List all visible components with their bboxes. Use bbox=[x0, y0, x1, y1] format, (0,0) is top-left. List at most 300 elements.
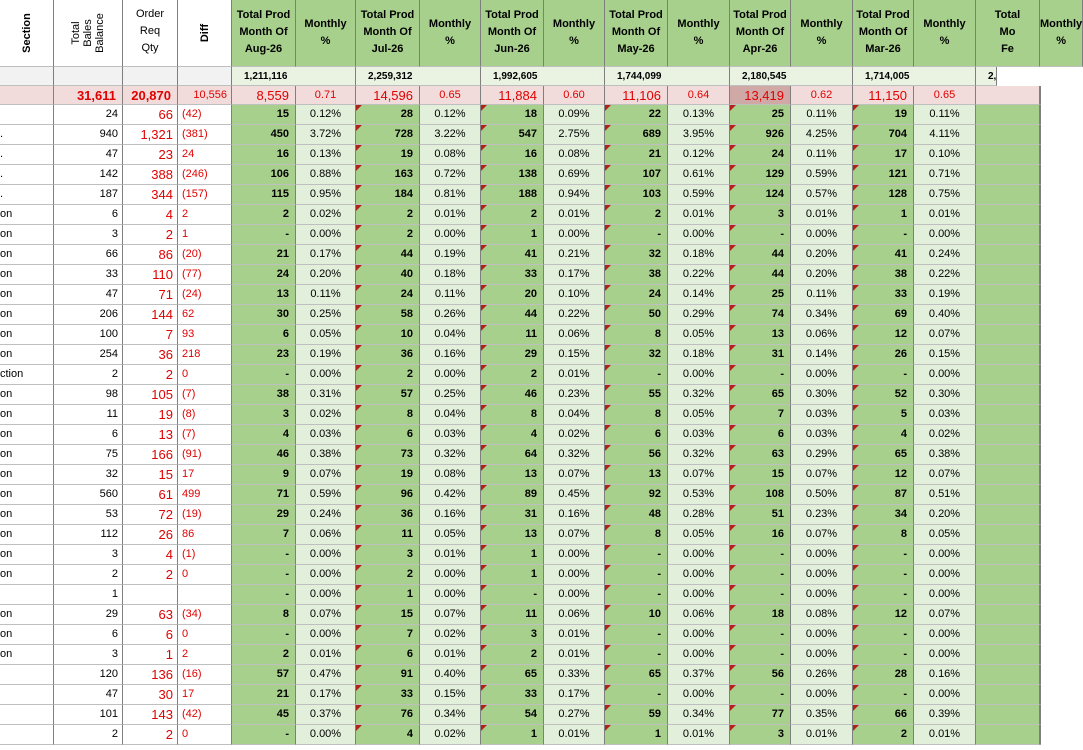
month-prod-cell[interactable]: 34 bbox=[853, 505, 914, 525]
month-pct-cell[interactable]: 0.06% bbox=[668, 605, 730, 625]
month-pct-cell[interactable]: 0.17% bbox=[296, 685, 356, 705]
month-total-prod[interactable]: 1,992,605 bbox=[481, 67, 605, 86]
month-prod-cell[interactable]: 46 bbox=[481, 385, 544, 405]
month-pct-cell[interactable]: 0.30% bbox=[791, 385, 853, 405]
month-prod-cell[interactable]: 96 bbox=[356, 485, 420, 505]
month-pct-cell[interactable]: 0.05% bbox=[668, 405, 730, 425]
month-pct-cell[interactable] bbox=[1040, 365, 1041, 385]
bales-cell[interactable]: 29 bbox=[54, 605, 123, 625]
month-prod-cell[interactable]: 7 bbox=[232, 525, 296, 545]
month-pct-cell[interactable]: 0.57% bbox=[791, 185, 853, 205]
month-pct-cell[interactable]: 0.00% bbox=[791, 545, 853, 565]
header-total-prod-month[interactable] bbox=[853, 0, 914, 67]
month-prod-cell[interactable]: 50 bbox=[605, 305, 668, 325]
month-prod-cell[interactable]: 38 bbox=[853, 265, 914, 285]
blank-total-cell[interactable] bbox=[0, 67, 54, 86]
month-pct-cell[interactable]: 0.11% bbox=[914, 105, 976, 125]
month-prod-cell[interactable]: 6 bbox=[730, 425, 791, 445]
month-pct-cell[interactable]: 0.02% bbox=[420, 625, 481, 645]
month-prod-cell[interactable]: - bbox=[730, 565, 791, 585]
month-pct-cell[interactable]: 0.00% bbox=[296, 585, 356, 605]
month-prod-cell[interactable]: 33 bbox=[481, 265, 544, 285]
month-pct-cell[interactable]: 0.59% bbox=[791, 165, 853, 185]
month-prod-cell[interactable]: 8 bbox=[481, 405, 544, 425]
month-prod-cell[interactable]: 9 bbox=[232, 465, 296, 485]
header-total-prod-month[interactable] bbox=[605, 0, 668, 67]
bales-cell[interactable]: 3 bbox=[54, 225, 123, 245]
month-pct-cell[interactable] bbox=[1040, 445, 1041, 465]
month-prod-cell[interactable]: - bbox=[853, 585, 914, 605]
month-pct-cell[interactable] bbox=[1040, 485, 1041, 505]
month-pct-cell[interactable]: 0.27% bbox=[544, 705, 605, 725]
month-pct-cell[interactable]: 0.02% bbox=[296, 205, 356, 225]
month-prod-cell[interactable]: 59 bbox=[605, 705, 668, 725]
month-prod-cell[interactable]: 73 bbox=[356, 445, 420, 465]
month-pct-cell[interactable]: 0.22% bbox=[668, 265, 730, 285]
diff-cell[interactable]: 499 bbox=[178, 485, 232, 505]
month-pct-cell[interactable]: 0.01% bbox=[420, 205, 481, 225]
month-pct-cell[interactable] bbox=[1040, 225, 1041, 245]
month-pct-cell[interactable] bbox=[1040, 125, 1041, 145]
bales-cell[interactable]: 32 bbox=[54, 465, 123, 485]
bales-cell[interactable]: 47 bbox=[54, 145, 123, 165]
month-prod-cell[interactable]: - bbox=[605, 685, 668, 705]
header-total-prod-month[interactable] bbox=[481, 0, 544, 67]
month-pct-cell[interactable]: 0.16% bbox=[914, 665, 976, 685]
month-pct-cell[interactable]: 0.20% bbox=[791, 265, 853, 285]
month-pct-cell[interactable]: 0.22% bbox=[544, 305, 605, 325]
blank-total-cell[interactable] bbox=[54, 67, 123, 86]
header-section[interactable] bbox=[0, 0, 54, 67]
section-cell[interactable] bbox=[0, 585, 54, 605]
month-prod-cell[interactable]: 21 bbox=[232, 245, 296, 265]
month-prod-cell[interactable]: 106 bbox=[232, 165, 296, 185]
section-cell[interactable]: on bbox=[0, 625, 54, 645]
section-cell[interactable]: on bbox=[0, 485, 54, 505]
month-pct-cell[interactable]: 0.03% bbox=[791, 425, 853, 445]
month-pct-cell[interactable]: 0.75% bbox=[914, 185, 976, 205]
bales-cell[interactable]: 112 bbox=[54, 525, 123, 545]
month-pct-cell[interactable]: 0.00% bbox=[914, 585, 976, 605]
month-prod-cell[interactable]: 704 bbox=[853, 125, 914, 145]
diff-cell[interactable]: (1) bbox=[178, 545, 232, 565]
month-pct-cell[interactable]: 0.51% bbox=[914, 485, 976, 505]
month-pct-cell[interactable]: 3.95% bbox=[668, 125, 730, 145]
month-prod-cell[interactable]: 4 bbox=[356, 725, 420, 745]
month-prod-cell[interactable]: - bbox=[730, 625, 791, 645]
summary-month-prod[interactable]: 8,559 bbox=[232, 86, 296, 105]
month-pct-cell[interactable]: 0.01% bbox=[544, 725, 605, 745]
month-prod-cell[interactable]: 15 bbox=[356, 605, 420, 625]
month-pct-cell[interactable]: 0.07% bbox=[914, 605, 976, 625]
section-cell[interactable]: . bbox=[0, 185, 54, 205]
month-pct-cell[interactable]: 0.05% bbox=[296, 325, 356, 345]
month-pct-cell[interactable]: 0.45% bbox=[544, 485, 605, 505]
month-pct-cell[interactable]: 0.03% bbox=[668, 425, 730, 445]
section-cell[interactable]: on bbox=[0, 525, 54, 545]
month-pct-cell[interactable]: 0.07% bbox=[914, 325, 976, 345]
month-prod-cell[interactable]: 11 bbox=[356, 525, 420, 545]
month-prod-cell[interactable]: 2 bbox=[481, 645, 544, 665]
summary-month-pct[interactable]: 0.62 bbox=[791, 86, 853, 105]
month-pct-cell[interactable]: 0.23% bbox=[544, 385, 605, 405]
month-pct-cell[interactable] bbox=[1040, 245, 1041, 265]
month-prod-cell[interactable]: 2 bbox=[356, 205, 420, 225]
bales-cell[interactable]: 2 bbox=[54, 725, 123, 745]
bales-cell[interactable]: 254 bbox=[54, 345, 123, 365]
section-cell[interactable]: on bbox=[0, 505, 54, 525]
month-prod-cell[interactable]: - bbox=[605, 565, 668, 585]
month-pct-cell[interactable]: 0.35% bbox=[791, 705, 853, 725]
month-prod-cell[interactable]: - bbox=[730, 585, 791, 605]
month-pct-cell[interactable] bbox=[1040, 305, 1041, 325]
month-prod-cell[interactable]: 12 bbox=[853, 605, 914, 625]
order-cell[interactable]: 2 bbox=[123, 365, 178, 385]
month-prod-cell[interactable]: 55 bbox=[605, 385, 668, 405]
month-pct-cell[interactable]: 0.08% bbox=[544, 145, 605, 165]
month-pct-cell[interactable]: 0.01% bbox=[544, 365, 605, 385]
month-pct-cell[interactable] bbox=[1040, 665, 1041, 685]
month-prod-cell[interactable]: 3 bbox=[481, 625, 544, 645]
month-pct-cell[interactable] bbox=[1040, 105, 1041, 125]
month-prod-cell[interactable] bbox=[976, 645, 1040, 665]
month-prod-cell[interactable]: - bbox=[853, 545, 914, 565]
month-pct-cell[interactable]: 0.15% bbox=[914, 345, 976, 365]
diff-cell[interactable]: 62 bbox=[178, 305, 232, 325]
bales-cell[interactable]: 2 bbox=[54, 565, 123, 585]
diff-cell[interactable]: 0 bbox=[178, 725, 232, 745]
month-pct-cell[interactable]: 0.34% bbox=[668, 705, 730, 725]
month-prod-cell[interactable]: 103 bbox=[605, 185, 668, 205]
month-pct-cell[interactable]: 0.07% bbox=[296, 605, 356, 625]
month-prod-cell[interactable]: 91 bbox=[356, 665, 420, 685]
order-cell[interactable]: 72 bbox=[123, 505, 178, 525]
bales-cell[interactable]: 3 bbox=[54, 545, 123, 565]
month-pct-cell[interactable]: 0.02% bbox=[914, 425, 976, 445]
month-pct-cell[interactable]: 0.01% bbox=[914, 725, 976, 745]
bales-cell[interactable]: 24 bbox=[54, 105, 123, 125]
month-prod-cell[interactable]: 25 bbox=[730, 285, 791, 305]
month-prod-cell[interactable]: 23 bbox=[232, 345, 296, 365]
month-pct-cell[interactable] bbox=[1040, 165, 1041, 185]
order-cell[interactable]: 23 bbox=[123, 145, 178, 165]
diff-cell[interactable]: 1 bbox=[178, 225, 232, 245]
summary-month-pct[interactable]: 0.64 bbox=[668, 86, 730, 105]
month-prod-cell[interactable]: - bbox=[605, 545, 668, 565]
month-prod-cell[interactable] bbox=[976, 365, 1040, 385]
month-prod-cell[interactable]: 48 bbox=[605, 505, 668, 525]
month-pct-cell[interactable]: 0.02% bbox=[296, 405, 356, 425]
header-order-req-qty[interactable] bbox=[123, 0, 178, 67]
month-pct-cell[interactable] bbox=[1040, 465, 1041, 485]
month-pct-cell[interactable]: 0.03% bbox=[791, 405, 853, 425]
month-pct-cell[interactable]: 3.22% bbox=[420, 125, 481, 145]
section-cell[interactable] bbox=[0, 665, 54, 685]
month-pct-cell[interactable]: 0.00% bbox=[668, 365, 730, 385]
month-prod-cell[interactable] bbox=[976, 665, 1040, 685]
month-prod-cell[interactable]: 18 bbox=[730, 605, 791, 625]
bales-cell[interactable]: 2 bbox=[54, 365, 123, 385]
month-prod-cell[interactable]: 2 bbox=[481, 205, 544, 225]
month-pct-cell[interactable]: 0.00% bbox=[914, 545, 976, 565]
month-pct-cell[interactable]: 0.01% bbox=[296, 645, 356, 665]
month-prod-cell[interactable]: 32 bbox=[605, 345, 668, 365]
month-prod-cell[interactable]: 689 bbox=[605, 125, 668, 145]
month-pct-cell[interactable]: 0.04% bbox=[544, 405, 605, 425]
month-pct-cell[interactable]: 0.00% bbox=[668, 625, 730, 645]
diff-cell[interactable]: (77) bbox=[178, 265, 232, 285]
month-pct-cell[interactable]: 0.01% bbox=[420, 545, 481, 565]
month-pct-cell[interactable]: 4.25% bbox=[791, 125, 853, 145]
month-pct-cell[interactable]: 0.32% bbox=[544, 445, 605, 465]
month-prod-cell[interactable]: 29 bbox=[232, 505, 296, 525]
month-pct-cell[interactable]: 0.72% bbox=[420, 165, 481, 185]
month-prod-cell[interactable]: 8 bbox=[605, 405, 668, 425]
month-pct-cell[interactable]: 0.18% bbox=[420, 265, 481, 285]
month-pct-cell[interactable]: 0.01% bbox=[914, 205, 976, 225]
month-pct-cell[interactable]: 0.20% bbox=[914, 505, 976, 525]
month-pct-cell[interactable]: 0.07% bbox=[791, 525, 853, 545]
order-cell[interactable]: 13 bbox=[123, 425, 178, 445]
diff-cell[interactable]: (246) bbox=[178, 165, 232, 185]
section-cell[interactable]: . bbox=[0, 165, 54, 185]
month-prod-cell[interactable]: 74 bbox=[730, 305, 791, 325]
section-cell[interactable] bbox=[0, 685, 54, 705]
month-prod-cell[interactable]: 13 bbox=[232, 285, 296, 305]
section-cell[interactable]: on bbox=[0, 265, 54, 285]
summary-month-pct[interactable] bbox=[1040, 86, 1041, 105]
month-prod-cell[interactable]: 926 bbox=[730, 125, 791, 145]
bales-cell[interactable]: 6 bbox=[54, 205, 123, 225]
bales-cell[interactable]: 1 bbox=[54, 585, 123, 605]
month-pct-cell[interactable]: 0.26% bbox=[420, 305, 481, 325]
month-prod-cell[interactable]: 3 bbox=[730, 205, 791, 225]
month-pct-cell[interactable]: 0.47% bbox=[296, 665, 356, 685]
month-pct-cell[interactable] bbox=[1040, 325, 1041, 345]
header-monthly-pct[interactable] bbox=[1040, 0, 1083, 67]
month-prod-cell[interactable]: 15 bbox=[232, 105, 296, 125]
month-prod-cell[interactable] bbox=[976, 345, 1040, 365]
month-pct-cell[interactable]: 0.38% bbox=[296, 445, 356, 465]
month-prod-cell[interactable]: 63 bbox=[730, 445, 791, 465]
summary-bales[interactable]: 31,611 bbox=[54, 86, 123, 105]
header-diff[interactable] bbox=[178, 0, 232, 67]
diff-cell[interactable]: 24 bbox=[178, 145, 232, 165]
month-pct-cell[interactable]: 0.37% bbox=[296, 705, 356, 725]
diff-cell[interactable]: (42) bbox=[178, 705, 232, 725]
month-prod-cell[interactable]: - bbox=[853, 365, 914, 385]
order-cell[interactable]: 19 bbox=[123, 405, 178, 425]
month-prod-cell[interactable]: 38 bbox=[232, 385, 296, 405]
month-prod-cell[interactable]: - bbox=[853, 645, 914, 665]
bales-cell[interactable]: 47 bbox=[54, 285, 123, 305]
month-pct-cell[interactable]: 0.01% bbox=[791, 205, 853, 225]
month-pct-cell[interactable]: 0.00% bbox=[668, 585, 730, 605]
month-prod-cell[interactable]: 10 bbox=[356, 325, 420, 345]
month-prod-cell[interactable]: - bbox=[232, 625, 296, 645]
month-prod-cell[interactable]: 56 bbox=[730, 665, 791, 685]
month-prod-cell[interactable]: 1 bbox=[481, 225, 544, 245]
month-prod-cell[interactable]: 13 bbox=[605, 465, 668, 485]
summary-month-prod[interactable]: 11,884 bbox=[481, 86, 544, 105]
month-prod-cell[interactable]: 46 bbox=[232, 445, 296, 465]
month-prod-cell[interactable]: - bbox=[232, 585, 296, 605]
month-prod-cell[interactable]: 107 bbox=[605, 165, 668, 185]
month-pct-cell[interactable]: 0.95% bbox=[296, 185, 356, 205]
month-prod-cell[interactable]: - bbox=[730, 645, 791, 665]
month-prod-cell[interactable] bbox=[976, 305, 1040, 325]
month-prod-cell[interactable]: 1 bbox=[605, 725, 668, 745]
month-pct-cell[interactable]: 0.10% bbox=[914, 145, 976, 165]
month-prod-cell[interactable] bbox=[976, 605, 1040, 625]
month-pct-cell[interactable] bbox=[1040, 545, 1041, 565]
diff-cell[interactable]: (42) bbox=[178, 105, 232, 125]
month-pct-cell[interactable]: 0.22% bbox=[914, 265, 976, 285]
month-prod-cell[interactable] bbox=[976, 525, 1040, 545]
month-pct-cell[interactable]: 0.00% bbox=[296, 545, 356, 565]
month-prod-cell[interactable]: 5 bbox=[853, 405, 914, 425]
month-pct-cell[interactable]: 0.24% bbox=[296, 505, 356, 525]
month-prod-cell[interactable] bbox=[976, 165, 1040, 185]
month-pct-cell[interactable] bbox=[1040, 645, 1041, 665]
month-pct-cell[interactable]: 0.05% bbox=[668, 325, 730, 345]
month-prod-cell[interactable]: 31 bbox=[481, 505, 544, 525]
month-pct-cell[interactable]: 0.04% bbox=[420, 325, 481, 345]
month-prod-cell[interactable] bbox=[976, 685, 1040, 705]
month-pct-cell[interactable]: 0.31% bbox=[296, 385, 356, 405]
month-pct-cell[interactable]: 0.07% bbox=[420, 605, 481, 625]
order-cell[interactable]: 6 bbox=[123, 625, 178, 645]
month-prod-cell[interactable]: 10 bbox=[605, 605, 668, 625]
order-cell[interactable]: 388 bbox=[123, 165, 178, 185]
month-prod-cell[interactable]: - bbox=[853, 565, 914, 585]
month-prod-cell[interactable]: 69 bbox=[853, 305, 914, 325]
diff-cell[interactable]: (381) bbox=[178, 125, 232, 145]
month-prod-cell[interactable]: 184 bbox=[356, 185, 420, 205]
month-prod-cell[interactable]: 28 bbox=[356, 105, 420, 125]
month-pct-cell[interactable]: 0.00% bbox=[296, 725, 356, 745]
diff-cell[interactable]: 0 bbox=[178, 625, 232, 645]
month-prod-cell[interactable]: 57 bbox=[356, 385, 420, 405]
month-prod-cell[interactable]: 92 bbox=[605, 485, 668, 505]
month-prod-cell[interactable]: 44 bbox=[356, 245, 420, 265]
bales-cell[interactable]: 6 bbox=[54, 425, 123, 445]
month-prod-cell[interactable] bbox=[976, 725, 1040, 745]
month-pct-cell[interactable]: 0.00% bbox=[791, 365, 853, 385]
month-prod-cell[interactable]: 2 bbox=[232, 645, 296, 665]
month-prod-cell[interactable]: 28 bbox=[853, 665, 914, 685]
month-pct-cell[interactable]: 0.00% bbox=[791, 585, 853, 605]
header-total-bales-balance[interactable] bbox=[54, 0, 123, 67]
month-pct-cell[interactable]: 0.14% bbox=[668, 285, 730, 305]
month-pct-cell[interactable] bbox=[1040, 405, 1041, 425]
month-pct-cell[interactable] bbox=[1040, 345, 1041, 365]
order-cell[interactable]: 4 bbox=[123, 545, 178, 565]
month-prod-cell[interactable] bbox=[976, 185, 1040, 205]
month-pct-cell[interactable]: 0.00% bbox=[914, 645, 976, 665]
month-pct-cell[interactable]: 0.07% bbox=[791, 465, 853, 485]
month-prod-cell[interactable]: 1 bbox=[481, 725, 544, 745]
order-cell[interactable]: 2 bbox=[123, 225, 178, 245]
month-prod-cell[interactable]: 3 bbox=[356, 545, 420, 565]
month-pct-cell[interactable]: 0.00% bbox=[668, 225, 730, 245]
section-cell[interactable]: on bbox=[0, 545, 54, 565]
month-pct-cell[interactable]: 0.00% bbox=[296, 565, 356, 585]
month-prod-cell[interactable]: 65 bbox=[605, 665, 668, 685]
month-prod-cell[interactable]: 2 bbox=[232, 205, 296, 225]
section-cell[interactable]: on bbox=[0, 345, 54, 365]
month-prod-cell[interactable]: 44 bbox=[481, 305, 544, 325]
month-prod-cell[interactable]: 41 bbox=[481, 245, 544, 265]
month-pct-cell[interactable]: 0.13% bbox=[668, 105, 730, 125]
month-pct-cell[interactable]: 0.00% bbox=[544, 585, 605, 605]
month-pct-cell[interactable]: 0.38% bbox=[914, 445, 976, 465]
month-prod-cell[interactable]: - bbox=[481, 585, 544, 605]
bales-cell[interactable]: 940 bbox=[54, 125, 123, 145]
month-pct-cell[interactable]: 0.00% bbox=[914, 365, 976, 385]
order-cell[interactable]: 4 bbox=[123, 205, 178, 225]
month-pct-cell[interactable]: 0.02% bbox=[420, 725, 481, 745]
month-prod-cell[interactable] bbox=[976, 205, 1040, 225]
section-cell[interactable]: on bbox=[0, 565, 54, 585]
header-total-prod-month[interactable] bbox=[730, 0, 791, 67]
month-prod-cell[interactable]: 7 bbox=[356, 625, 420, 645]
month-pct-cell[interactable]: 0.00% bbox=[420, 565, 481, 585]
month-prod-cell[interactable]: 44 bbox=[730, 245, 791, 265]
header-monthly-pct[interactable] bbox=[791, 0, 853, 67]
month-prod-cell[interactable]: 1 bbox=[356, 585, 420, 605]
order-cell[interactable]: 30 bbox=[123, 685, 178, 705]
month-prod-cell[interactable]: 15 bbox=[730, 465, 791, 485]
section-cell[interactable]: on bbox=[0, 445, 54, 465]
month-prod-cell[interactable] bbox=[976, 625, 1040, 645]
month-prod-cell[interactable]: 58 bbox=[356, 305, 420, 325]
month-prod-cell[interactable] bbox=[976, 385, 1040, 405]
month-prod-cell[interactable]: 12 bbox=[853, 325, 914, 345]
month-pct-cell[interactable]: 4.11% bbox=[914, 125, 976, 145]
blank-total-cell[interactable] bbox=[178, 67, 232, 86]
month-pct-cell[interactable] bbox=[1040, 505, 1041, 525]
month-prod-cell[interactable]: 6 bbox=[605, 425, 668, 445]
order-cell[interactable]: 36 bbox=[123, 345, 178, 365]
month-prod-cell[interactable]: 33 bbox=[481, 685, 544, 705]
month-pct-cell[interactable] bbox=[1040, 565, 1041, 585]
month-pct-cell[interactable] bbox=[1040, 525, 1041, 545]
month-pct-cell[interactable]: 0.16% bbox=[544, 505, 605, 525]
section-cell[interactable]: ction bbox=[0, 365, 54, 385]
order-cell[interactable]: 144 bbox=[123, 305, 178, 325]
summary-month-pct[interactable]: 0.65 bbox=[914, 86, 976, 105]
diff-cell[interactable]: (20) bbox=[178, 245, 232, 265]
order-cell[interactable]: 2 bbox=[123, 725, 178, 745]
month-pct-cell[interactable]: 0.20% bbox=[791, 245, 853, 265]
month-pct-cell[interactable]: 0.00% bbox=[914, 625, 976, 645]
month-pct-cell[interactable]: 0.11% bbox=[791, 145, 853, 165]
month-prod-cell[interactable]: 12 bbox=[853, 465, 914, 485]
month-pct-cell[interactable]: 0.03% bbox=[420, 425, 481, 445]
month-pct-cell[interactable] bbox=[1040, 725, 1041, 745]
month-pct-cell[interactable]: 0.11% bbox=[296, 285, 356, 305]
month-prod-cell[interactable]: 547 bbox=[481, 125, 544, 145]
month-pct-cell[interactable] bbox=[1040, 605, 1041, 625]
section-cell[interactable]: on bbox=[0, 325, 54, 345]
month-prod-cell[interactable] bbox=[976, 445, 1040, 465]
month-prod-cell[interactable]: 7 bbox=[730, 405, 791, 425]
order-cell[interactable]: 26 bbox=[123, 525, 178, 545]
order-cell[interactable]: 136 bbox=[123, 665, 178, 685]
month-pct-cell[interactable]: 0.06% bbox=[791, 325, 853, 345]
month-prod-cell[interactable]: 6 bbox=[356, 645, 420, 665]
